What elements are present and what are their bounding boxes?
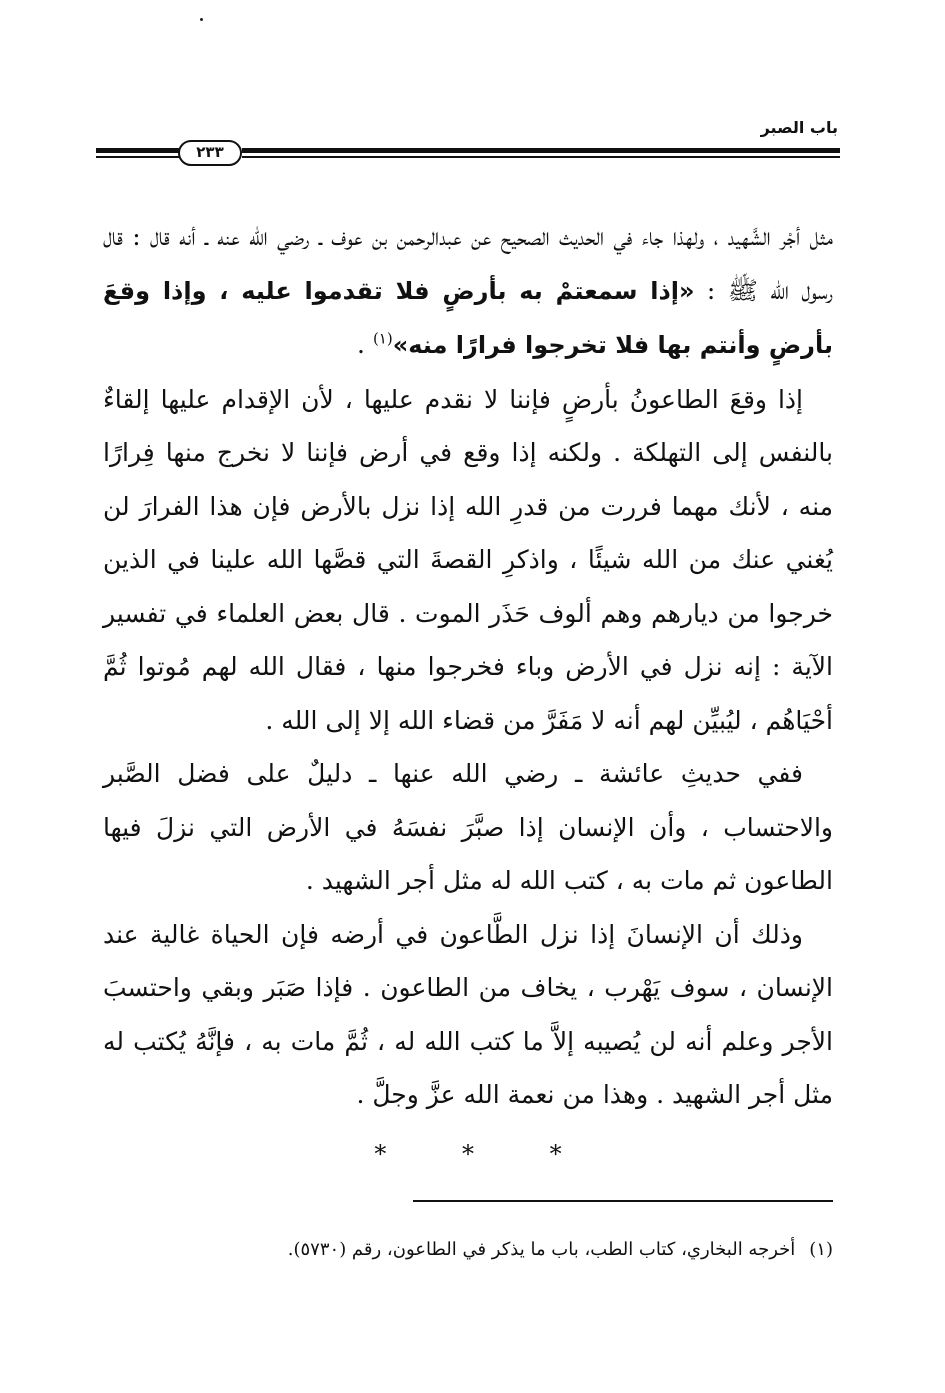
footnote-number: (١): [809, 1239, 833, 1260]
page-header: [96, 118, 840, 178]
footnote: [288, 1236, 833, 1264]
paragraph-4: وذلك أن الإنسانَ إذا نزل الطَّاعون في أرضه فإن الحياة غالية عند الإنسان ، سوف يَهْرب ، يخاف من الطاعون . فإذا صَبَر وبقي واحتسبَ الأجر وعلم أنه لن يُصيبه إلاَّ ما كتب الله له ، ثُمَّ مات به ، فإنَّهُ يُكتب له مثل أجر الشهيد . وهذا من نعمة الله عزَّ وجلَّ .: [103, 919, 833, 1109]
page-number: ٢٣٣: [178, 140, 242, 166]
header-rule-left: [96, 148, 180, 159]
separator-asterisk: *: [549, 1139, 562, 1168]
footnote-rule: [413, 1200, 833, 1202]
paragraph-1: [103, 210, 833, 373]
body-text: [103, 210, 833, 1181]
stray-dot: [200, 18, 203, 21]
footnote-reference: (١): [372, 329, 393, 348]
separator-asterisk: *: [374, 1139, 387, 1168]
paragraph-1-intro: مثل أجْر الشَّهيد ، ولهذا جاء في الحديث الصحيح عن عبدالرحمن بن عوف ـ رضي الله عنه ـ أنه قال : قال رسول الله ﷺ :: [103, 222, 833, 305]
separator-asterisk: *: [462, 1139, 474, 1168]
footnote-text: أخرجه البخاري، كتاب الطب، باب ما يذكر في الطاعون، رقم (٥٧٣٠).: [287, 1239, 796, 1260]
paragraph-1-end: .: [357, 330, 373, 359]
paragraph-2: إذا وقعَ الطاعونُ بأرضٍ فإننا لا نقدم عليها ، لأن الإقدام عليها إلقاءٌ بالنفس إلى التهلكة . ولكنه إذا وقع في أرض فإننا لا نخرج منها فِرارًا منه ، لأنك مهما فررت من قدرِ الله إذا نزل بالأرض فإن هذا الفرارَ لن يُغني عنك من الله شيئًا ، واذكرِ القصةَ التي قصَّها الله علينا في الذين خرجوا من ديارهم وهم ألوف حَذَر الموت . قال بعض العلماء في تفسير الآية : إنه نزل في الأرض وباء فخرجوا منها ، فقال الله لهم مُوتوا ثُمَّ أحْيَاهُم ، ليُبيِّن لهم أنه لا مَفَرَّ من قضاء الله إلا إلى الله .: [103, 384, 833, 735]
paragraph-3: ففي حديثِ عائشة ـ رضي الله عنها ـ دليلٌ على فضل الصَّبر والاحتساب ، وأن الإنسان إذا صبَّرَ نفسَهُ في الأرض التي نزلَ فيها الطاعون ثم مات به ، كتب الله له مثل أجر الشهيد .: [103, 759, 833, 895]
header-rule-right: [242, 148, 840, 159]
running-title: باب الصبر: [760, 118, 838, 137]
section-separator: [103, 1128, 833, 1182]
hadith-quote: «إذا سمعتمْ به بأرضٍ فلا تقدموا عليه ، وإذا وقعَ بأرضٍ وأنتم بها فلا تخرجوا فرارًا منه»: [103, 276, 833, 359]
